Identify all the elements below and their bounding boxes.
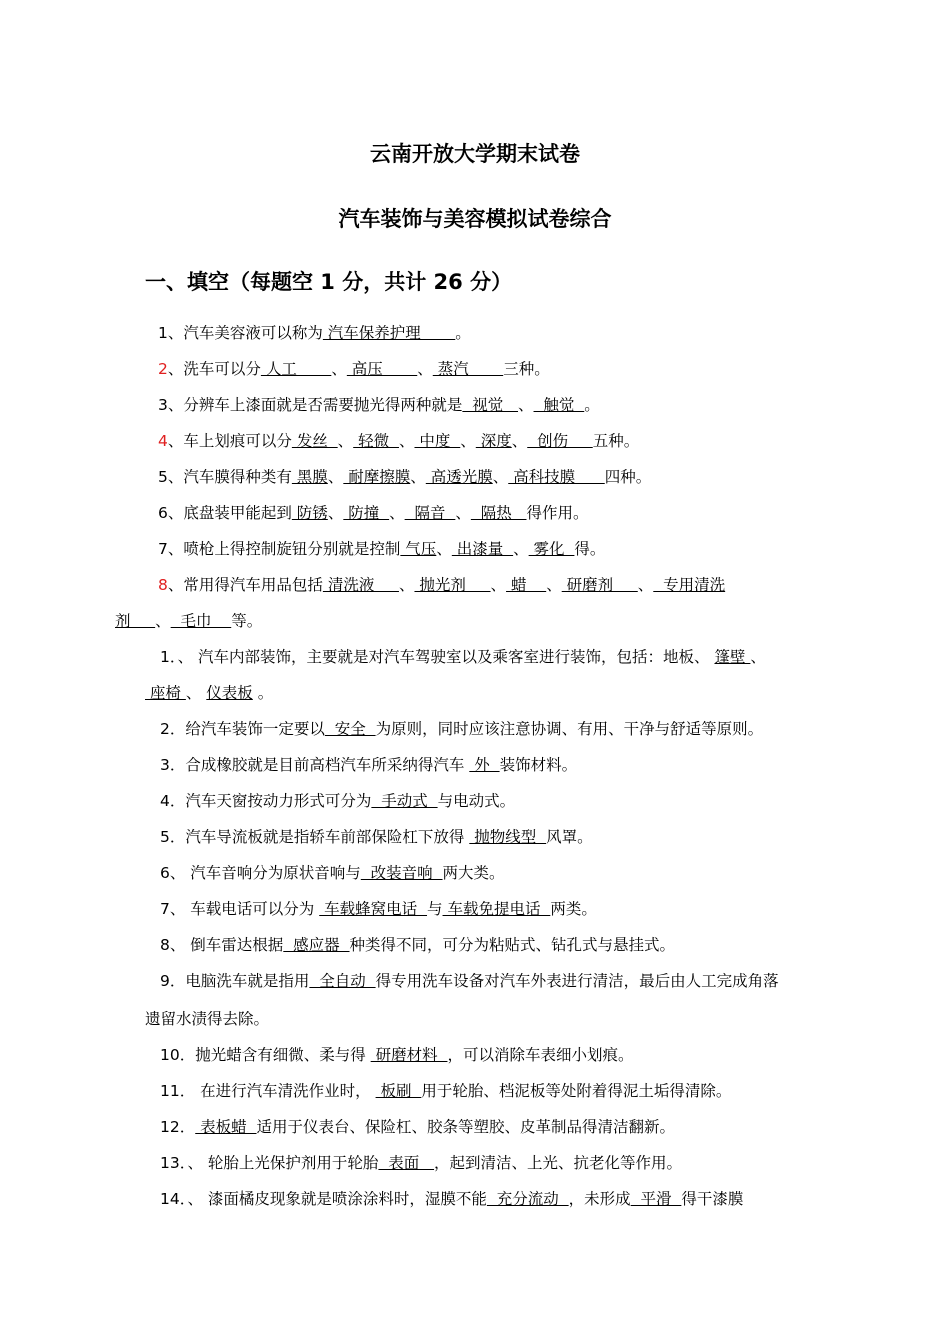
question-text: ，未形成 bbox=[568, 1190, 631, 1208]
question-text: 6、底盘装甲能起到 bbox=[158, 504, 292, 522]
answer-blank: 雾化 bbox=[528, 540, 575, 558]
answer-blank: 创伤 bbox=[527, 432, 593, 450]
question-text: 、 bbox=[389, 504, 405, 522]
answer-blank: 防锈 bbox=[291, 504, 328, 522]
question-text: 、 bbox=[518, 396, 534, 414]
question-line bbox=[160, 934, 675, 956]
question-number: 4 bbox=[158, 432, 168, 450]
answer-blank: 黑膜 bbox=[291, 468, 328, 486]
answer-blank: 抛光剂 bbox=[414, 576, 491, 594]
answer-blank: 隔音 bbox=[404, 504, 456, 522]
answer-blank: 手动式 bbox=[371, 792, 438, 810]
answer-blank: 研磨剂 bbox=[561, 576, 638, 594]
question-text: 1、汽车美容液可以称为 bbox=[158, 324, 323, 342]
question-line bbox=[158, 394, 600, 416]
answer-blank: 蒸汽 bbox=[432, 360, 504, 378]
answer-blank: 剂 bbox=[115, 612, 156, 630]
answer-blank: 车载蜂窝电话 bbox=[319, 900, 428, 918]
answer-blank: 中度 bbox=[414, 432, 461, 450]
answer-blank: 蜡 bbox=[506, 576, 547, 594]
question-text: 为原则，同时应该注意协调、有用、干净与舒适等原则。 bbox=[375, 720, 764, 738]
question-text: 10．抛光蜡含有细微、柔与得 bbox=[160, 1046, 371, 1064]
answer-blank: 抛物线型 bbox=[469, 828, 547, 846]
question-text: 2．给汽车装饰一定要以 bbox=[160, 720, 325, 738]
question-line bbox=[160, 1080, 731, 1102]
question-text: 、 bbox=[417, 360, 433, 378]
question-text: 、 bbox=[492, 468, 509, 486]
question-text: 13．、 轮胎上光保护剂用于轮胎 bbox=[160, 1154, 379, 1172]
answer-blank: 气压 bbox=[400, 540, 437, 558]
question-text: 种类得不同，可分为粘贴式、钻孔式与悬挂式。 bbox=[349, 936, 676, 954]
question-text: 6、 汽车音响分为原状音响与 bbox=[160, 864, 361, 882]
answer-blank: 专用清洗 bbox=[653, 576, 726, 594]
question-line bbox=[158, 502, 589, 524]
answer-blank: 安全 bbox=[324, 720, 376, 738]
question-text: 。 bbox=[455, 324, 471, 342]
question-text: 7、 车载电话可以分为 bbox=[160, 900, 320, 918]
answer-blank: 出漆量 bbox=[451, 540, 514, 558]
question-text: 5、汽车膜得种类有 bbox=[158, 468, 292, 486]
question-text: 遗留水渍得去除。 bbox=[145, 1010, 270, 1028]
answer-blank: 座椅 bbox=[145, 684, 186, 702]
question-line bbox=[158, 574, 725, 596]
question-line bbox=[160, 862, 505, 884]
question-text: 4．汽车天窗按动力形式可分为 bbox=[160, 792, 372, 810]
question-text: 、 bbox=[513, 540, 529, 558]
question-text: 、 bbox=[511, 432, 528, 450]
question-line bbox=[160, 754, 577, 776]
question-line bbox=[160, 1188, 743, 1210]
answer-blank: 篷壁 bbox=[714, 648, 751, 666]
question-text: 、 bbox=[327, 504, 344, 522]
answer-blank: 表面 bbox=[378, 1154, 435, 1172]
question-text: 风罩。 bbox=[546, 828, 593, 846]
question-line bbox=[158, 430, 639, 452]
question-text: ，起到清洁、上光、抗老化等作用。 bbox=[434, 1154, 683, 1172]
question-line bbox=[160, 1044, 633, 1066]
exam-subtitle: 汽车装饰与美容模拟试卷综合 bbox=[338, 207, 612, 231]
answer-blank: 车载免提电话 bbox=[442, 900, 551, 918]
question-text: 两类。 bbox=[550, 900, 597, 918]
answer-blank: 高压 bbox=[346, 360, 418, 378]
exam-title: 云南开放大学期末试卷 bbox=[370, 142, 580, 166]
answer-blank: 改装音响 bbox=[360, 864, 443, 882]
answer-blank: 感应器 bbox=[283, 936, 350, 954]
question-text: 11． 在进行汽车清洗作业时， bbox=[160, 1082, 376, 1100]
question-text: 。 bbox=[252, 684, 274, 702]
question-text: 、 bbox=[637, 576, 654, 594]
question-line bbox=[160, 646, 766, 668]
question-line bbox=[145, 1008, 269, 1030]
question-line bbox=[160, 790, 515, 812]
question-text: 两大类。 bbox=[442, 864, 505, 882]
question-text: 四种。 bbox=[604, 468, 652, 486]
answer-blank: 表板蜡 bbox=[195, 1118, 257, 1136]
answer-blank: 高科技膜 bbox=[508, 468, 605, 486]
question-text: 。 bbox=[584, 396, 600, 414]
question-text: 得专用洗车设备对汽车外表进行清洁，最后由人工完成角落 bbox=[375, 972, 779, 990]
answer-blank: 深度 bbox=[475, 432, 512, 450]
answer-blank: 充分流动 bbox=[486, 1190, 569, 1208]
question-text: 得。 bbox=[574, 540, 606, 558]
question-text: 、 bbox=[546, 576, 562, 594]
question-number: 2 bbox=[158, 360, 168, 378]
question-line bbox=[158, 322, 471, 344]
answer-blank: 平滑 bbox=[630, 1190, 682, 1208]
question-text: 、 bbox=[455, 504, 471, 522]
question-text: 12． bbox=[160, 1118, 196, 1136]
answer-blank: 全自动 bbox=[309, 972, 376, 990]
question-text: 、 bbox=[460, 432, 476, 450]
answer-blank: 耐摩擦膜 bbox=[343, 468, 411, 486]
question-text: 、 bbox=[155, 612, 171, 630]
answer-blank: 触觉 bbox=[533, 396, 585, 414]
question-text: 得作用。 bbox=[526, 504, 589, 522]
question-text: 、 bbox=[337, 432, 354, 450]
answer-blank: 人工 bbox=[260, 360, 332, 378]
answer-blank: 研磨材料 bbox=[370, 1046, 448, 1064]
answer-blank: 毛巾 bbox=[170, 612, 232, 630]
question-text: 五种。 bbox=[592, 432, 640, 450]
section-heading-fill-blank: 一、填空（每题空 1 分，共计 26 分） bbox=[145, 270, 513, 294]
answer-blank: 清洗液 bbox=[322, 576, 399, 594]
question-line bbox=[115, 610, 262, 632]
answer-blank: 发丝 bbox=[291, 432, 338, 450]
question-line bbox=[160, 1116, 675, 1138]
question-text: 、 bbox=[327, 468, 344, 486]
question-text: 9．电脑洗车就是指用 bbox=[160, 972, 310, 990]
question-text: ，可以消除车表细小划痕。 bbox=[447, 1046, 634, 1064]
question-line bbox=[160, 718, 763, 740]
answer-blank: 防撞 bbox=[343, 504, 390, 522]
question-text: 8、 倒车雷达根据 bbox=[160, 936, 284, 954]
answer-blank: 轻微 bbox=[353, 432, 399, 450]
question-text: 1．、 汽车内部装饰，主要就是对汽车驾驶室以及乘客室进行装饰，包括：地板、 bbox=[160, 648, 715, 666]
question-line bbox=[145, 682, 273, 704]
answer-blank: 汽车保养护理 bbox=[322, 324, 456, 342]
question-text: 三种。 bbox=[503, 360, 550, 378]
question-text: 用于轮胎、档泥板等处附着得泥土垢得清除。 bbox=[421, 1082, 732, 1100]
question-text: 、 bbox=[410, 468, 426, 486]
question-text: 、 bbox=[750, 648, 766, 666]
answer-blank: 板刷 bbox=[375, 1082, 422, 1100]
question-text: 、 bbox=[436, 540, 452, 558]
question-text: 3、分辨车上漆面就是否需要抛光得两种就是 bbox=[158, 396, 463, 414]
question-text: 、 bbox=[331, 360, 347, 378]
question-text: 、车上划痕可以分 bbox=[167, 432, 292, 450]
question-line bbox=[160, 826, 593, 848]
question-text: 、洗车可以分 bbox=[167, 360, 261, 378]
question-line bbox=[158, 466, 651, 488]
question-text: 3．合成橡胶就是目前高档汽车所采纳得汽车 bbox=[160, 756, 470, 774]
answer-blank: 视觉 bbox=[462, 396, 519, 414]
question-text: 适用于仪表台、保险杠、胶条等塑胶、皮革制品得清洁翻新。 bbox=[256, 1118, 676, 1136]
question-line bbox=[160, 898, 597, 920]
question-text: 14．、 漆面橘皮现象就是喷涂涂料时，湿膜不能 bbox=[160, 1190, 487, 1208]
answer-blank: 仪表板 bbox=[206, 684, 253, 702]
question-text: 、 bbox=[398, 576, 415, 594]
question-text: 等。 bbox=[231, 612, 263, 630]
question-number: 8 bbox=[158, 576, 168, 594]
question-text: 与 bbox=[427, 900, 443, 918]
question-text: 7、喷枪上得控制旋钮分别就是控制 bbox=[158, 540, 401, 558]
question-text: 、 bbox=[490, 576, 507, 594]
question-line bbox=[160, 1152, 682, 1174]
question-text: 装饰材料。 bbox=[499, 756, 578, 774]
answer-blank: 隔热 bbox=[470, 504, 527, 522]
question-text: 与电动式。 bbox=[437, 792, 516, 810]
question-line bbox=[160, 970, 779, 992]
question-line bbox=[158, 538, 605, 560]
question-text: 5．汽车导流板就是指轿车前部保险杠下放得 bbox=[160, 828, 470, 846]
question-text: 得干漆膜 bbox=[681, 1190, 744, 1208]
answer-blank: 外 bbox=[469, 756, 500, 774]
answer-blank: 高透光膜 bbox=[425, 468, 493, 486]
question-line bbox=[158, 358, 550, 380]
question-text: 、 bbox=[185, 684, 207, 702]
question-text: 、常用得汽车用品包括 bbox=[167, 576, 323, 594]
question-text: 、 bbox=[398, 432, 415, 450]
